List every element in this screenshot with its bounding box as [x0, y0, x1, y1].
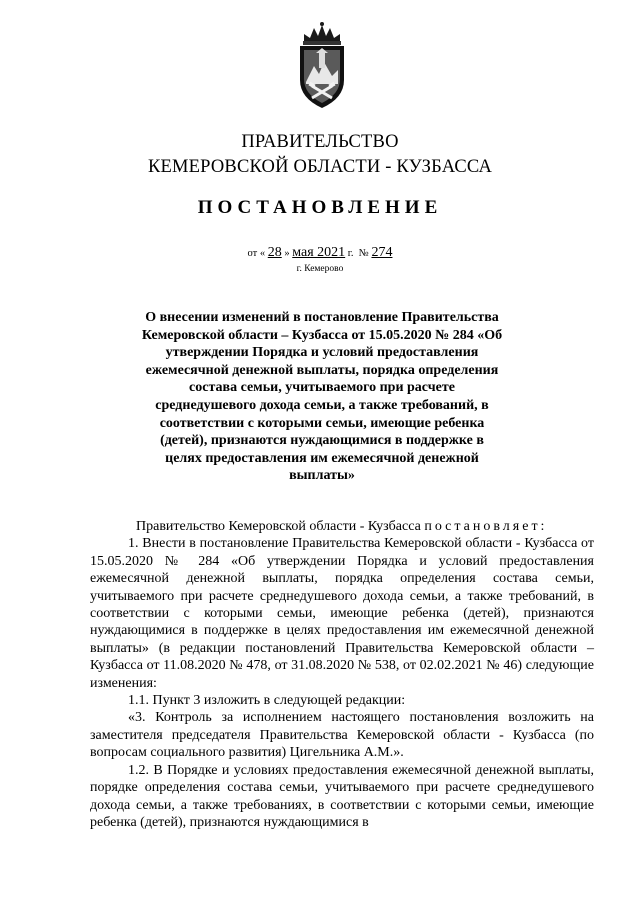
number-label: №	[358, 248, 369, 259]
date-prefix: от «	[247, 248, 266, 259]
body-intro	[90, 518, 594, 535]
coat-of-arms-icon	[292, 22, 352, 110]
city: г. Кемерово	[296, 264, 344, 274]
date-day: 28	[267, 245, 282, 260]
document-body	[90, 518, 594, 831]
body-paragraph-4: 1.2. В Порядке и условиях предоставления ежемесячной денежной выплаты, порядке определения состава семьи, учитываемого при расчете среднедушевого дохода семьи, а также требованиях, в соответствии с которыми семьи, имеющие ребенка (детей), признаются нуждающимися в	[90, 762, 594, 830]
date-number-line	[0, 245, 640, 261]
document-subject: О внесении изменений в постановление Правительства Кемеровской области – Кузбасса от 15.05.2020 № 284 «Об утверждении Порядка и условий предоставления ежемесячной денежной выплаты, порядка определения состава семьи, учитываемого при расчете среднедушевого дохода семьи, а также требований, в соответствии с которыми семьи, имеющие ребенка (детей), признаются нуждающимися в поддержке в целях предоставления им ежемесячной денежной выплаты»	[141, 310, 503, 484]
org-name-line2: КЕМЕРОВСКОЙ ОБЛАСТИ - КУЗБАССА	[147, 157, 493, 177]
date-month-year: мая 2021	[292, 245, 346, 260]
intro-text: Правительство Кемеровской области - Кузбасса	[136, 519, 421, 534]
document-number: 274	[371, 245, 393, 260]
body-paragraph-3: «3. Контроль за исполнением настоящего постановления возложить на заместителя председателя Правительства Кемеровской области - Кузбасса (по вопросам социального развития) Цигельника А.М.».	[90, 710, 594, 761]
body-paragraph-1: 1. Внести в постановление Правительства Кемеровской области - Кузбасса от 15.05.2020 № 284 «Об утверждении Порядка и условий предоставления ежемесячной денежной выплаты, порядка определения состава семьи, учитываемого при расчете среднедушевого дохода семьи, а также требований, в соответствии с которыми семьи, имеющие ребенка (детей), признаются нуждающимися в поддержке в целях предоставления им ежемесячной денежной выплаты» (в редакции постановлений Правительства Кемеровской области – Кузбасса от 11.08.2020 № 478, от 31.08.2020 № 538, от 02.02.2021 № 46) следующие изменения:	[90, 536, 594, 691]
body-paragraph-2: 1.1. Пункт 3 изложить в следующей редакции:	[128, 693, 406, 709]
date-sep: »	[284, 248, 290, 259]
org-name-line1: ПРАВИТЕЛЬСТВО	[241, 132, 399, 152]
date-year-suffix: г.	[347, 248, 354, 259]
intro-spaced: постановляет:	[424, 519, 548, 534]
document-type: ПОСТАНОВЛЕНИЕ	[197, 197, 443, 218]
